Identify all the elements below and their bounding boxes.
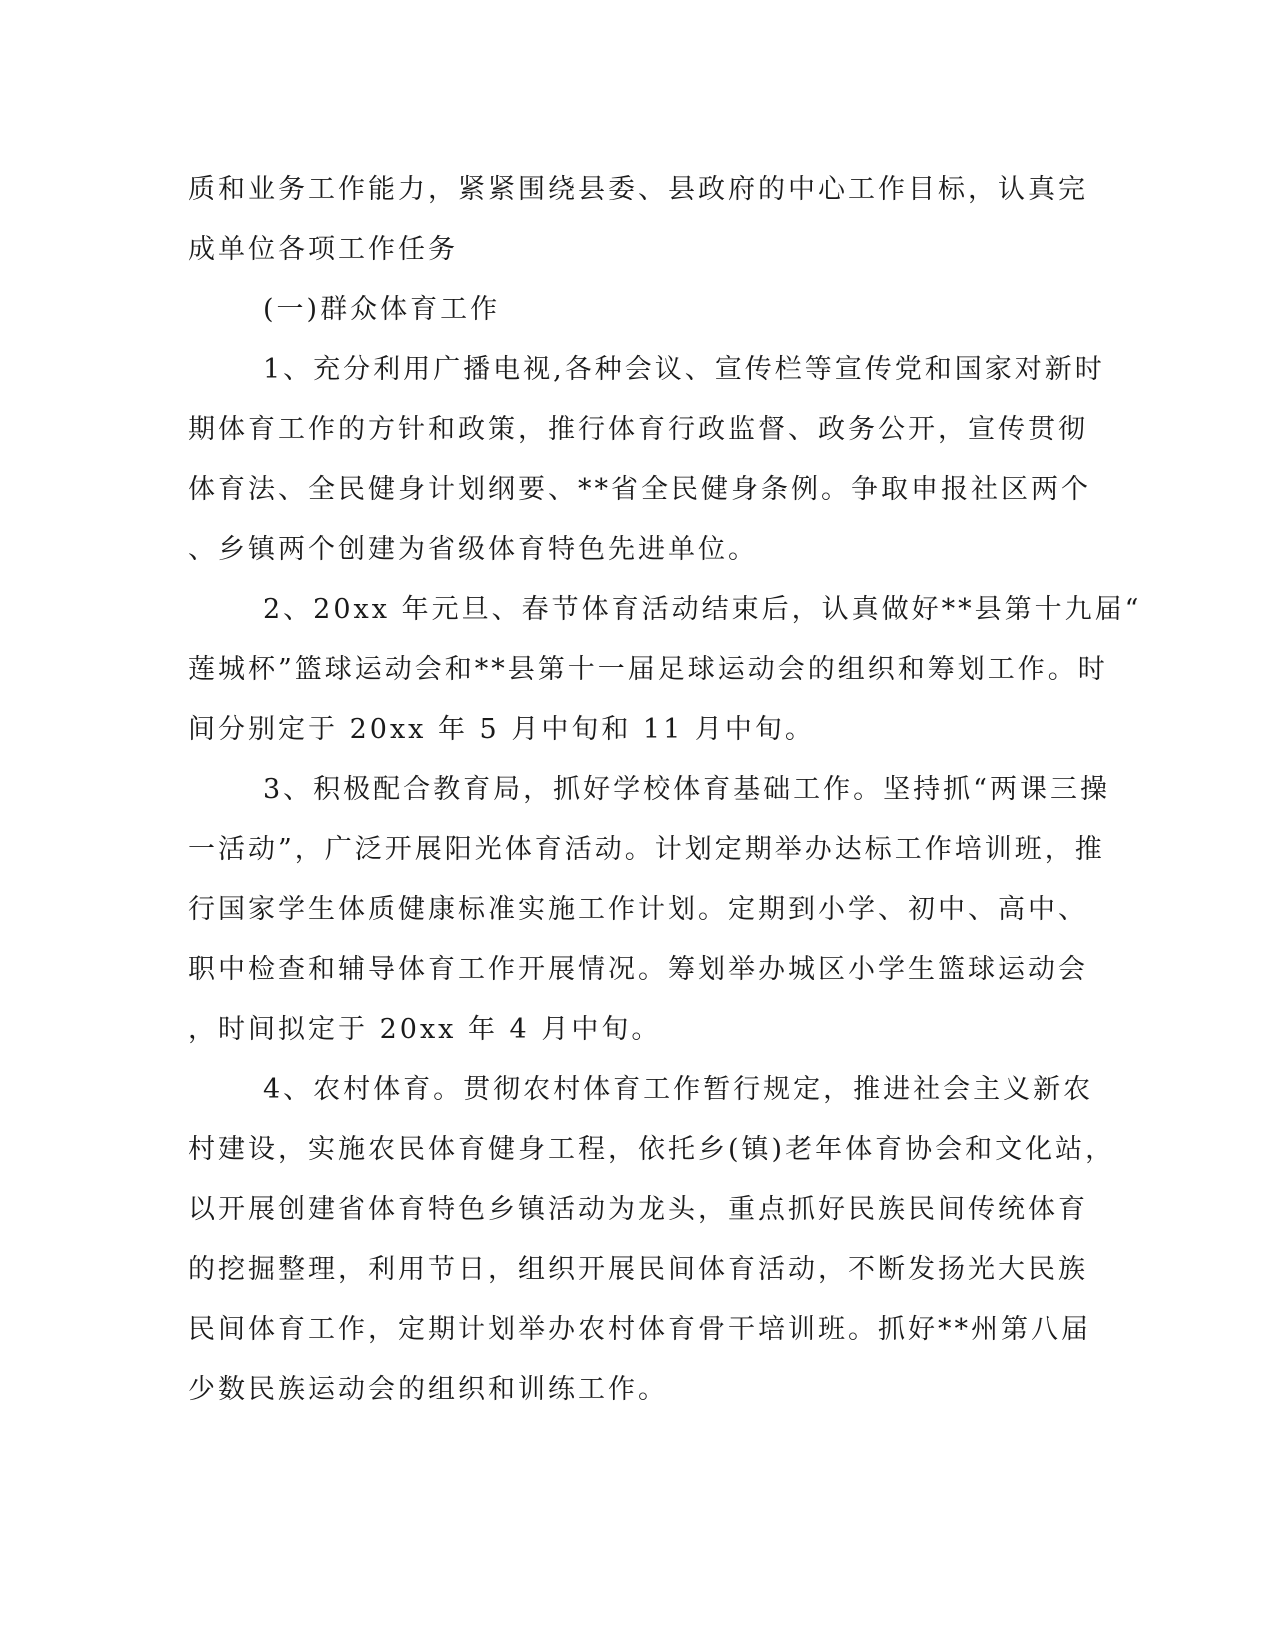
text-line: 4、农村体育。贯彻农村体育工作暂行规定，推进社会主义新农 xyxy=(263,1074,1094,1105)
text-line: 体育法、全民健身计划纲要、**省全民健身条例。争取申报社区两个 xyxy=(188,474,1091,505)
text-line: 1、充分利用广播电视,各种会议、宣传栏等宣传党和国家对新时 xyxy=(263,354,1105,385)
text-line: 莲城杯”篮球运动会和**县第十一届足球运动会的组织和筹划工作。时 xyxy=(188,654,1108,685)
text-line: 、乡镇两个创建为省级体育特色先进单位。 xyxy=(188,534,758,565)
text-line: 3、积极配合教育局，抓好学校体育基础工作。坚持抓“两课三操 xyxy=(263,774,1110,805)
text-line: 以开展创建省体育特色乡镇活动为龙头，重点抓好民族民间传统体育 xyxy=(188,1194,1088,1225)
text-line: 少数民族运动会的组织和训练工作。 xyxy=(188,1374,668,1405)
text-line: 一活动”，广泛开展阳光体育活动。计划定期举办达标工作培训班，推 xyxy=(188,834,1105,865)
text-line: 职中检查和辅导体育工作开展情况。筹划举办城区小学生篮球运动会 xyxy=(188,954,1088,985)
text-line: ，时间拟定于 20xx 年 4 月中旬。 xyxy=(188,1014,662,1045)
section-heading: (一)群众体育工作 xyxy=(263,294,501,325)
text-line: 间分别定于 20xx 年 5 月中旬和 11 月中旬。 xyxy=(188,714,815,745)
document-body xyxy=(188,160,1142,1420)
text-line: 成单位各项工作任务 xyxy=(188,234,458,265)
text-line: 2、20xx 年元旦、春节体育活动结束后，认真做好**县第十九届“ xyxy=(263,594,1142,625)
text-line: 的挖掘整理，利用节日，组织开展民间体育活动，不断发扬光大民族 xyxy=(188,1254,1088,1285)
text-line: 村建设，实施农民体育健身工程，依托乡(镇)老年体育协会和文化站， xyxy=(188,1134,1116,1165)
text-line: 行国家学生体质健康标准实施工作计划。定期到小学、初中、高中、 xyxy=(188,894,1088,925)
text-line: 期体育工作的方针和政策，推行体育行政监督、政务公开，宣传贯彻 xyxy=(188,414,1088,445)
text-line: 民间体育工作，定期计划举办农村体育骨干培训班。抓好**州第八届 xyxy=(188,1314,1091,1345)
text-line: 质和业务工作能力，紧紧围绕县委、县政府的中心工作目标，认真完 xyxy=(188,174,1088,205)
